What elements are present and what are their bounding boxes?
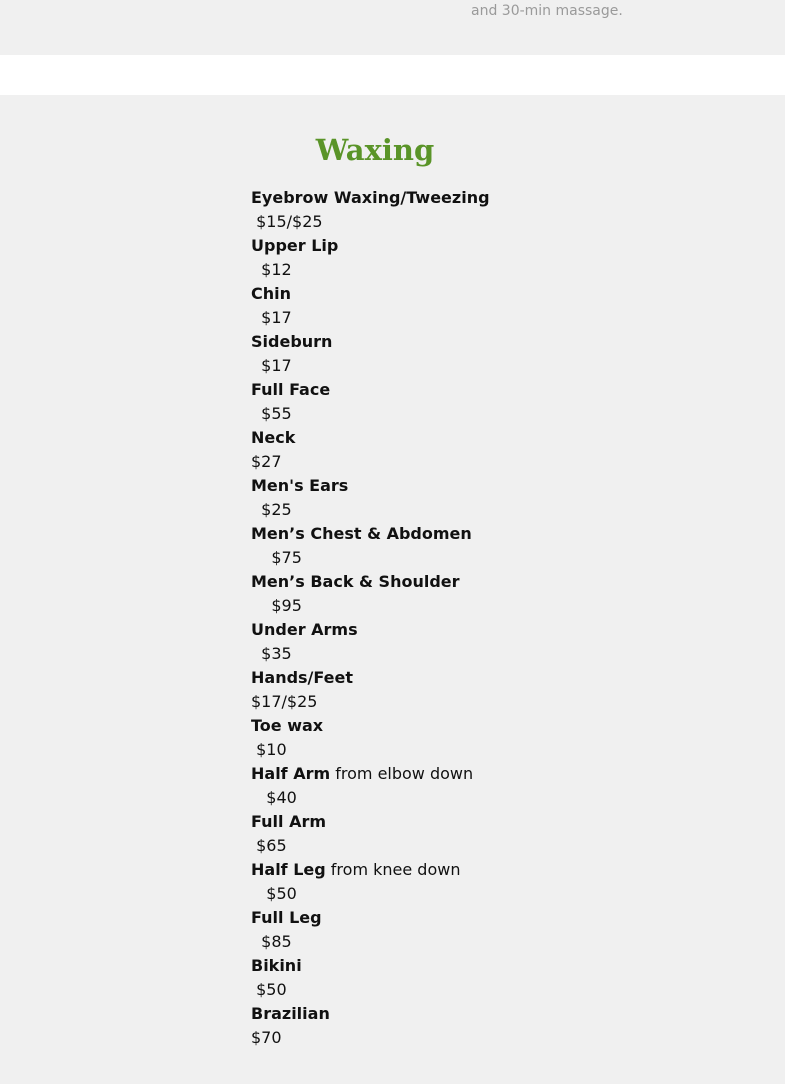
- price-item: [251, 330, 490, 378]
- service-name: Men’s Back & Shoulder: [251, 572, 460, 591]
- service-line: [251, 618, 490, 642]
- service-price: $10: [251, 740, 287, 759]
- service-name: Half Arm: [251, 764, 331, 783]
- service-price: $75: [251, 548, 302, 567]
- service-name: Brazilian: [251, 1004, 330, 1023]
- service-price: $17: [251, 308, 292, 327]
- service-price: $50: [251, 884, 297, 903]
- service-price: $35: [251, 644, 292, 663]
- service-price: $70: [251, 1028, 282, 1047]
- service-name: Full Face: [251, 380, 331, 399]
- section-title: Waxing: [315, 133, 435, 167]
- service-line: [251, 474, 490, 498]
- price-item: [251, 426, 490, 474]
- service-name: Under Arms: [251, 620, 358, 639]
- price-item: [251, 186, 490, 234]
- service-price: $25: [251, 500, 292, 519]
- price-item: [251, 858, 490, 906]
- service-price: $17: [251, 356, 292, 375]
- waxing-section: [0, 95, 785, 1084]
- price-list: [251, 186, 490, 1050]
- service-line: [251, 522, 490, 546]
- price-item: [251, 282, 490, 330]
- service-line: [251, 426, 490, 450]
- previous-section: [0, 0, 785, 56]
- service-price: $12: [251, 260, 292, 279]
- service-line: [251, 570, 490, 594]
- price-item: [251, 666, 490, 714]
- service-line: [251, 1002, 490, 1026]
- service-line: [251, 714, 490, 738]
- price-item: [251, 618, 490, 666]
- service-line: [251, 858, 490, 882]
- service-name: Bikini: [251, 956, 302, 975]
- service-name: Neck: [251, 428, 296, 447]
- service-line: [251, 762, 490, 786]
- service-line: [251, 666, 490, 690]
- service-price: $50: [251, 980, 287, 999]
- service-price: $40: [251, 788, 297, 807]
- service-price: $85: [251, 932, 292, 951]
- service-name: Full Arm: [251, 812, 327, 831]
- price-item: [251, 714, 490, 762]
- price-item: [251, 522, 490, 570]
- section-divider: [0, 55, 785, 95]
- service-line: [251, 906, 490, 930]
- service-line: [251, 186, 490, 210]
- price-item: [251, 1002, 490, 1050]
- service-note: from knee down: [325, 860, 461, 879]
- service-price: $27: [251, 452, 282, 471]
- service-line: [251, 378, 490, 402]
- previous-section-text: and 30-min massage.: [471, 3, 623, 19]
- price-item: [251, 474, 490, 522]
- price-item: [251, 234, 490, 282]
- service-line: [251, 954, 490, 978]
- service-price: $15/$25: [251, 212, 323, 231]
- service-line: [251, 234, 490, 258]
- service-name: Sideburn: [251, 332, 333, 351]
- service-name: Full Leg: [251, 908, 322, 927]
- service-price: $55: [251, 404, 292, 423]
- service-price: $95: [251, 596, 302, 615]
- service-line: [251, 810, 490, 834]
- service-name: Chin: [251, 284, 292, 303]
- price-item: [251, 762, 490, 810]
- price-item: [251, 906, 490, 954]
- service-name: Toe wax: [251, 716, 324, 735]
- service-name: Hands/Feet: [251, 668, 354, 687]
- service-price: $65: [251, 836, 287, 855]
- service-price: $17/$25: [251, 692, 318, 711]
- service-line: [251, 282, 490, 306]
- service-name: Half Leg: [251, 860, 326, 879]
- service-name: Men's Ears: [251, 476, 349, 495]
- service-name: Men’s Chest & Abdomen: [251, 524, 472, 543]
- service-line: [251, 330, 490, 354]
- service-note: from elbow down: [330, 764, 474, 783]
- price-item: [251, 810, 490, 858]
- service-name: Eyebrow Waxing/Tweezing: [251, 188, 490, 207]
- price-item: [251, 570, 490, 618]
- service-name: Upper Lip: [251, 236, 339, 255]
- price-item: [251, 954, 490, 1002]
- price-item: [251, 378, 490, 426]
